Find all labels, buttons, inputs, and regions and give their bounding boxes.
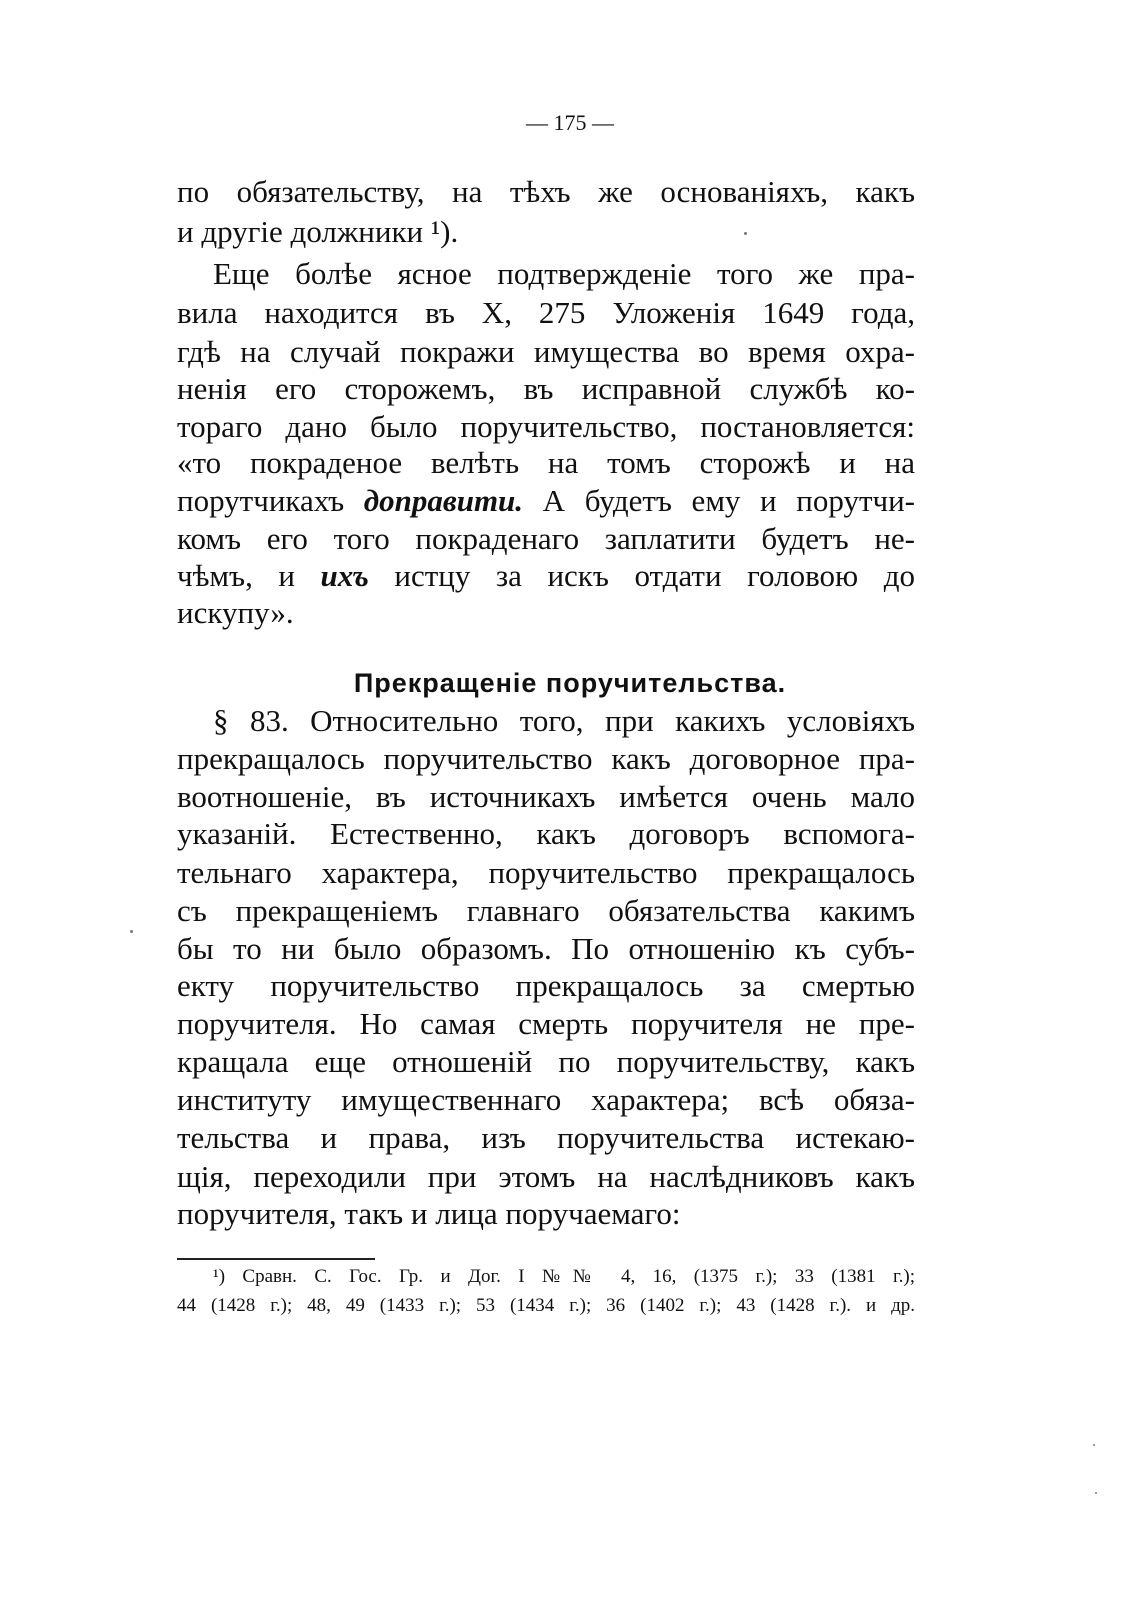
text-run: А будетъ ему и порутчи-: [523, 483, 915, 518]
text-line: указаній. Естественно, какъ договоръ вспомога-: [177, 816, 915, 851]
text-line: тораго дано было поручительство, постановляется:: [177, 409, 915, 444]
text-line: поручителя. Но самая смерть поручителя не пре-: [177, 1006, 915, 1041]
text-run: истцу за искъ отдати головою до: [368, 558, 915, 593]
footnote-line: 44 (1428 г.); 48, 49 (1433 г.); 53 (1434 г.); 36 (1402 г.); 43 (1428 г.). и др.: [177, 1295, 915, 1316]
text-line: тельнаго характера, поручительство прекращалось: [177, 855, 915, 890]
scan-speck: [1095, 1492, 1097, 1494]
text-line: поручителя, такъ и лица поручаемаго:: [177, 1196, 681, 1231]
text-line: [177, 481, 915, 521]
text-line: екту поручительство прекращалось за смертью: [177, 968, 915, 1003]
page-number: — 175 —: [526, 110, 614, 135]
text-run: чѣмъ, и: [177, 558, 321, 593]
text-line: воотношеніе, въ источникахъ имѣется очень мало: [177, 779, 915, 814]
scan-speck: [130, 930, 133, 933]
section-heading: Прекращеніе поручительства.: [353, 668, 787, 698]
text-line: § 83. Относительно того, при какихъ условіяхъ: [213, 703, 915, 738]
text-line: Еще болѣе ясное подтвержденіе того же пра-: [213, 256, 915, 291]
text-line: искупу».: [177, 595, 294, 630]
text-line: тельства и права, изъ поручительства истекаю-: [177, 1120, 915, 1155]
text-line: гдѣ на случай покражи имущества во время охра-: [177, 334, 915, 369]
text-run: порутчикахъ: [177, 483, 364, 518]
italic-term: доправити.: [363, 483, 524, 518]
text-line: по обязательству, на тѣхъ же основаніяхъ, какъ: [177, 174, 915, 209]
text-line: [177, 556, 915, 596]
italic-term: ихъ: [320, 558, 369, 593]
scan-speck: [744, 232, 747, 235]
text-line: щія, переходили при этомъ на наслѣдниковъ какъ: [177, 1159, 915, 1194]
text-line: институту имущественнаго характера; всѣ обяза-: [177, 1082, 915, 1117]
footnote-line: ¹) Сравн. С. Гос. Гр. и Дог. I №№ 4, 16, (1375 г.); 33 (1381 г.);: [213, 1266, 915, 1287]
text-line: комъ его того покраденаго заплатити будетъ не-: [177, 521, 915, 556]
text-line: прекращалось поручительство какъ договорное пра-: [177, 741, 915, 776]
text-line: «то покраденое велѣть на томъ сторожѣ и на: [177, 445, 915, 480]
text-line: вила находится въ X, 275 Уложенія 1649 года,: [177, 295, 915, 330]
text-line: кращала еще отношеній по поручительству, какъ: [177, 1044, 915, 1079]
text-line: бы то ни было образомъ. По отношенію къ субъ-: [177, 931, 915, 966]
text-line: ненія его сторожемъ, въ исправной службѣ ко-: [177, 371, 915, 406]
footnote-divider: [177, 1258, 375, 1260]
text-line: съ прекращеніемъ главнаго обязательства какимъ: [177, 893, 915, 928]
text-line: и другіе должники ¹).: [177, 214, 459, 249]
scan-speck: [1093, 1444, 1095, 1446]
